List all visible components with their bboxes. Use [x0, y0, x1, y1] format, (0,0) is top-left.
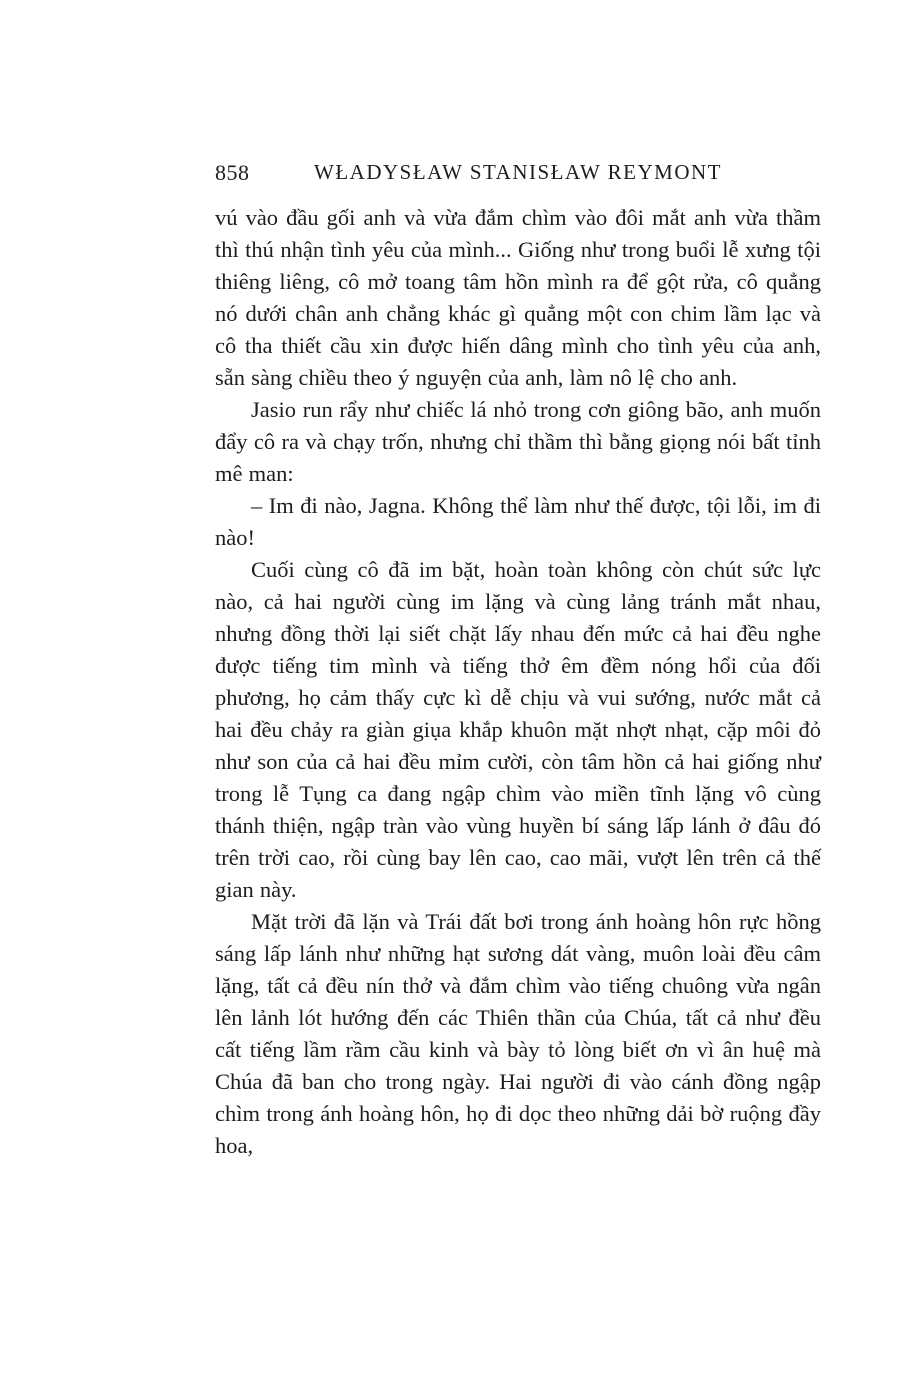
- paragraph: Mặt trời đã lặn và Trái đất bơi trong ánh hoàng hôn rực hồng sáng lấp lánh như những hạt sương dát vàng, muôn loài đều câm lặng, tất cả đều nín thở và đắm chìm vào tiếng chuông vừa ngân lên lảnh lót hướng đến các Thiên thần của Chúa, tất cả như đều cất tiếng lầm rầm cầu kinh và bày tỏ lòng biết ơn vì ân huệ mà Chúa đã ban cho trong ngày. Hai người đi vào cánh đồng ngập chìm trong ánh hoàng hôn, họ đi dọc theo những dải bờ ruộng đầy hoa,: [215, 909, 821, 1158]
- page-number: 858: [215, 160, 250, 185]
- page-header: [215, 160, 821, 186]
- running-header-author: WŁADYSŁAW STANISŁAW REYMONT: [314, 160, 722, 184]
- paragraph-dialogue: – Im đi nào, Jagna. Không thể làm như thế được, tội lỗi, im đi nào!: [215, 493, 821, 550]
- text-column: [215, 160, 821, 1162]
- paragraph-continued: vú vào đầu gối anh và vừa đắm chìm vào đôi mắt anh vừa thầm thì thú nhận tình yêu của mình... Giống như trong buổi lễ xưng tội thiêng liêng, cô mở toang tâm hồn mình ra để gột rửa, cô quẳng nó dưới chân anh chẳng khác gì quẳng một con chim lầm lạc và cô tha thiết cầu xin được hiến dâng mình cho tình yêu của anh, sẵn sàng chiều theo ý nguyện của anh, làm nô lệ cho anh.: [215, 205, 821, 390]
- page-body: [215, 202, 821, 1162]
- paragraph: Cuối cùng cô đã im bặt, hoàn toàn không còn chút sức lực nào, cả hai người cùng im lặng và cùng lảng tránh mắt nhau, nhưng đồng thời lại siết chặt lấy nhau đến mức cả hai đều nghe được tiếng tim mình và tiếng thở êm đềm nóng hổi của đối phương, họ cảm thấy cực kì dễ chịu và vui sướng, nước mắt cả hai đều chảy ra giàn giụa khắp khuôn mặt nhợt nhạt, cặp môi đỏ như son của cả hai đều mỉm cười, còn tâm hồn cả hai giống như trong lễ Tụng ca đang ngập chìm vào miền tĩnh lặng vô cùng thánh thiện, ngập tràn vào vùng huyền bí sáng lấp lánh ở đâu đó trên trời cao, rồi cùng bay lên cao, cao mãi, vượt lên trên cả thế gian này.: [215, 557, 821, 902]
- paragraph: Jasio run rẩy như chiếc lá nhỏ trong cơn giông bão, anh muốn đẩy cô ra và chạy trốn, nhưng chỉ thầm thì bằng giọng nói bất tỉnh mê man:: [215, 397, 821, 486]
